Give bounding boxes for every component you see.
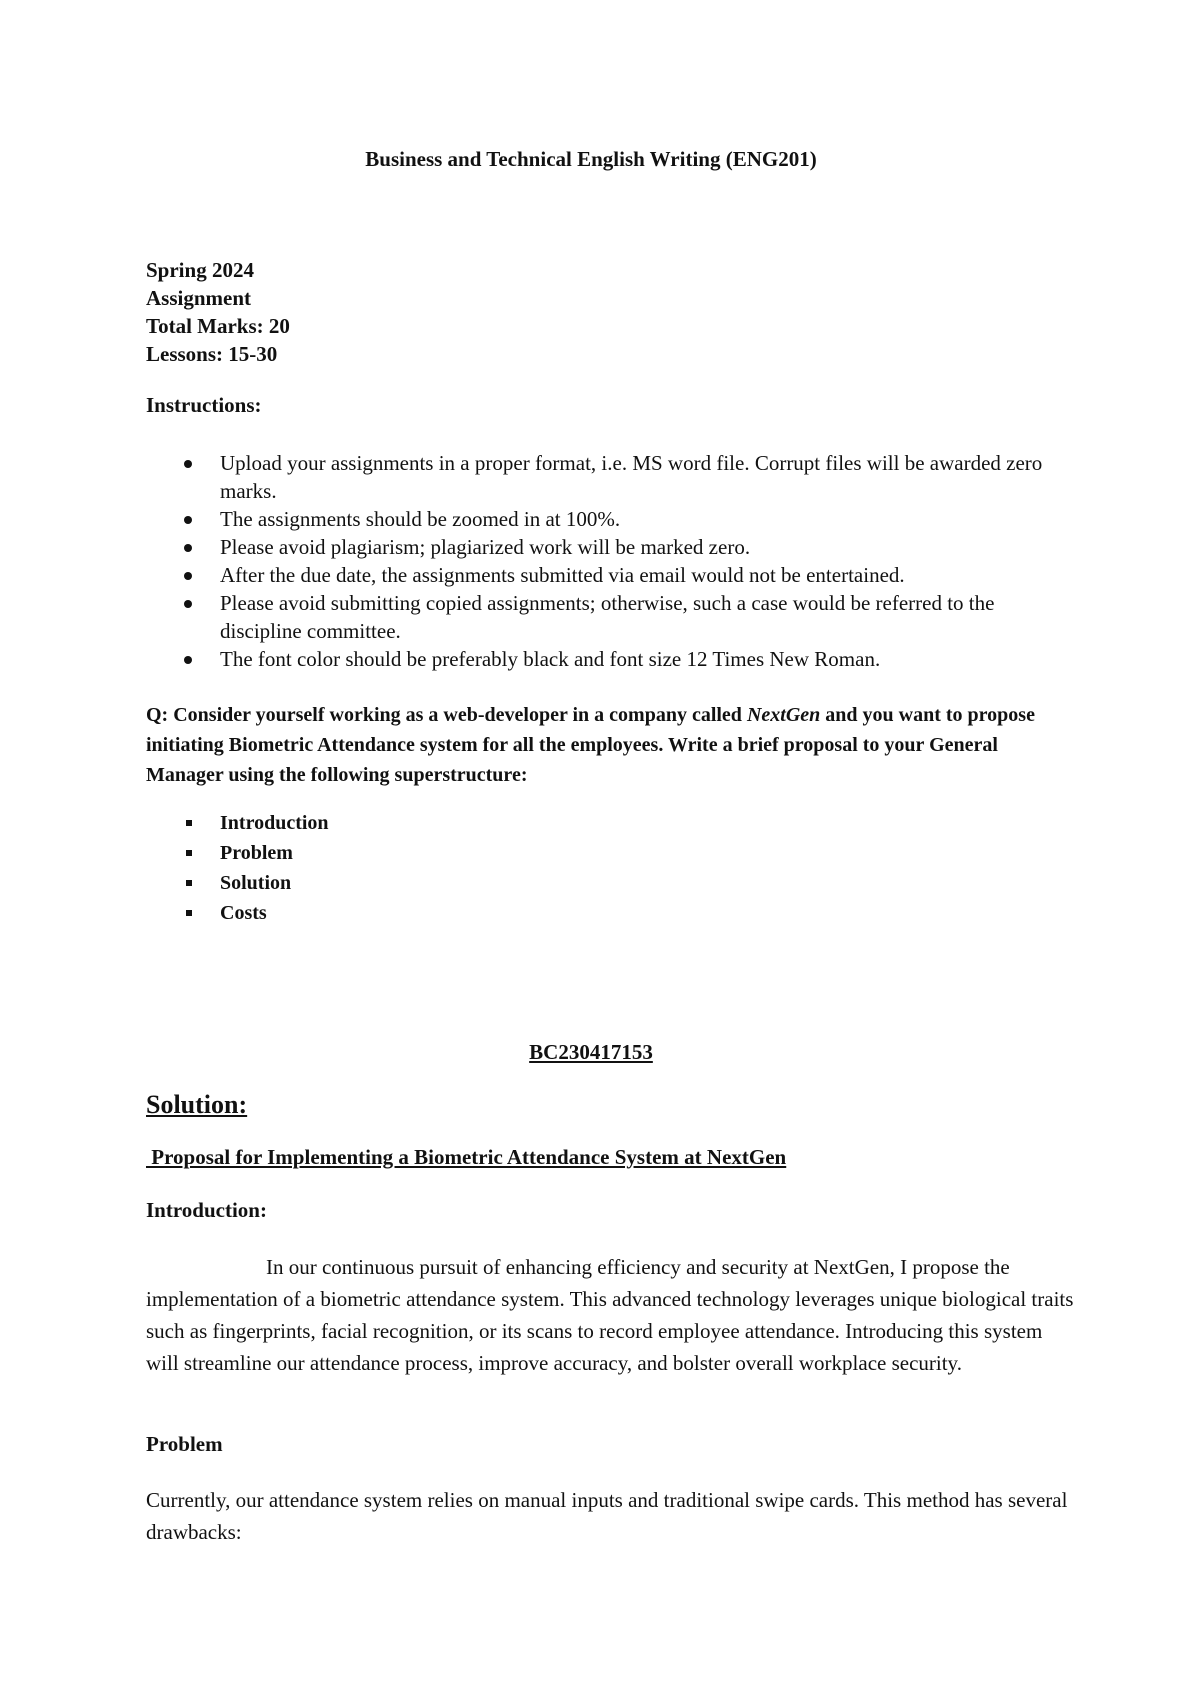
introduction-heading: Introduction: bbox=[146, 1198, 267, 1222]
instruction-text: The assignments should be zoomed in at 100%. bbox=[220, 507, 621, 531]
assignment-question bbox=[146, 700, 1076, 790]
introduction-paragraph: In our continuous pursuit of enhancing efficiency and security at NextGen, I propose the implementation of a biometric attendance system. This advanced technology leverages unique biological traits such as fingerprints, facial recognition, or its scans to record employee attendance. Introducing this system will streamline our attendance process, improve accuracy, and bolster overall workplace security. bbox=[146, 1255, 1074, 1375]
bullet-icon bbox=[184, 572, 192, 580]
lessons-label: Lessons: 15-30 bbox=[146, 342, 278, 366]
bullet-icon bbox=[184, 460, 192, 468]
superstructure-list bbox=[146, 808, 329, 928]
instruction-text: The font color should be preferably black and font size 12 Times New Roman. bbox=[220, 647, 881, 671]
assignment-label: Assignment bbox=[146, 286, 252, 310]
document-title: Business and Technical English Writing (ENG201) bbox=[365, 147, 817, 171]
instructions-heading: Instructions: bbox=[146, 393, 262, 417]
semester-label: Spring 2024 bbox=[146, 258, 254, 282]
bullet-icon bbox=[184, 600, 192, 608]
superstructure-item: Solution bbox=[220, 872, 292, 894]
bullet-icon bbox=[184, 516, 192, 524]
proposal-title: Proposal for Implementing a Biometric Attendance System at NextGen bbox=[146, 1145, 787, 1169]
list-item bbox=[146, 449, 1076, 505]
student-id: BC230417153 bbox=[529, 1040, 653, 1064]
superstructure-item: Costs bbox=[220, 902, 267, 924]
bullet-icon bbox=[184, 544, 192, 552]
square-bullet-icon bbox=[186, 910, 192, 916]
question-text-part1: Q: Consider yourself working as a web-developer in a company called bbox=[146, 704, 747, 726]
superstructure-item: Introduction bbox=[220, 812, 329, 834]
instruction-text: Please avoid plagiarism; plagiarized work will be marked zero. bbox=[220, 535, 751, 559]
list-item bbox=[146, 868, 329, 898]
list-item bbox=[146, 808, 329, 838]
instruction-text: After the due date, the assignments submitted via email would not be entertained. bbox=[220, 563, 905, 587]
company-name: NextGen bbox=[746, 704, 821, 726]
list-item bbox=[146, 589, 1076, 645]
square-bullet-icon bbox=[186, 850, 192, 856]
list-item bbox=[146, 898, 329, 928]
instruction-text: Upload your assignments in a proper format, i.e. MS word file. Corrupt files will be awarded zero marks. bbox=[220, 451, 1043, 503]
superstructure-item: Problem bbox=[220, 842, 293, 864]
total-marks-label: Total Marks: 20 bbox=[146, 314, 290, 338]
problem-heading: Problem bbox=[146, 1432, 223, 1456]
assignment-meta bbox=[146, 256, 290, 368]
list-item bbox=[146, 838, 329, 868]
instructions-list bbox=[146, 449, 1076, 673]
list-item bbox=[146, 533, 1076, 561]
square-bullet-icon bbox=[186, 880, 192, 886]
square-bullet-icon bbox=[186, 820, 192, 826]
solution-heading: Solution: bbox=[146, 1090, 248, 1119]
bullet-icon bbox=[184, 656, 192, 664]
list-item bbox=[146, 645, 1076, 673]
list-item bbox=[146, 561, 1076, 589]
instruction-text: Please avoid submitting copied assignments; otherwise, such a case would be referred to the discipline committee. bbox=[220, 591, 995, 643]
question-text-part2: and you want to propose initiating Biometric Attendance system for all the employees. Write a brief proposal to your General Manager using the following superstructure: bbox=[146, 704, 1035, 786]
problem-paragraph: Currently, our attendance system relies on manual inputs and traditional swipe cards. This method has several drawbacks: bbox=[146, 1488, 1068, 1544]
list-item bbox=[146, 505, 1076, 533]
